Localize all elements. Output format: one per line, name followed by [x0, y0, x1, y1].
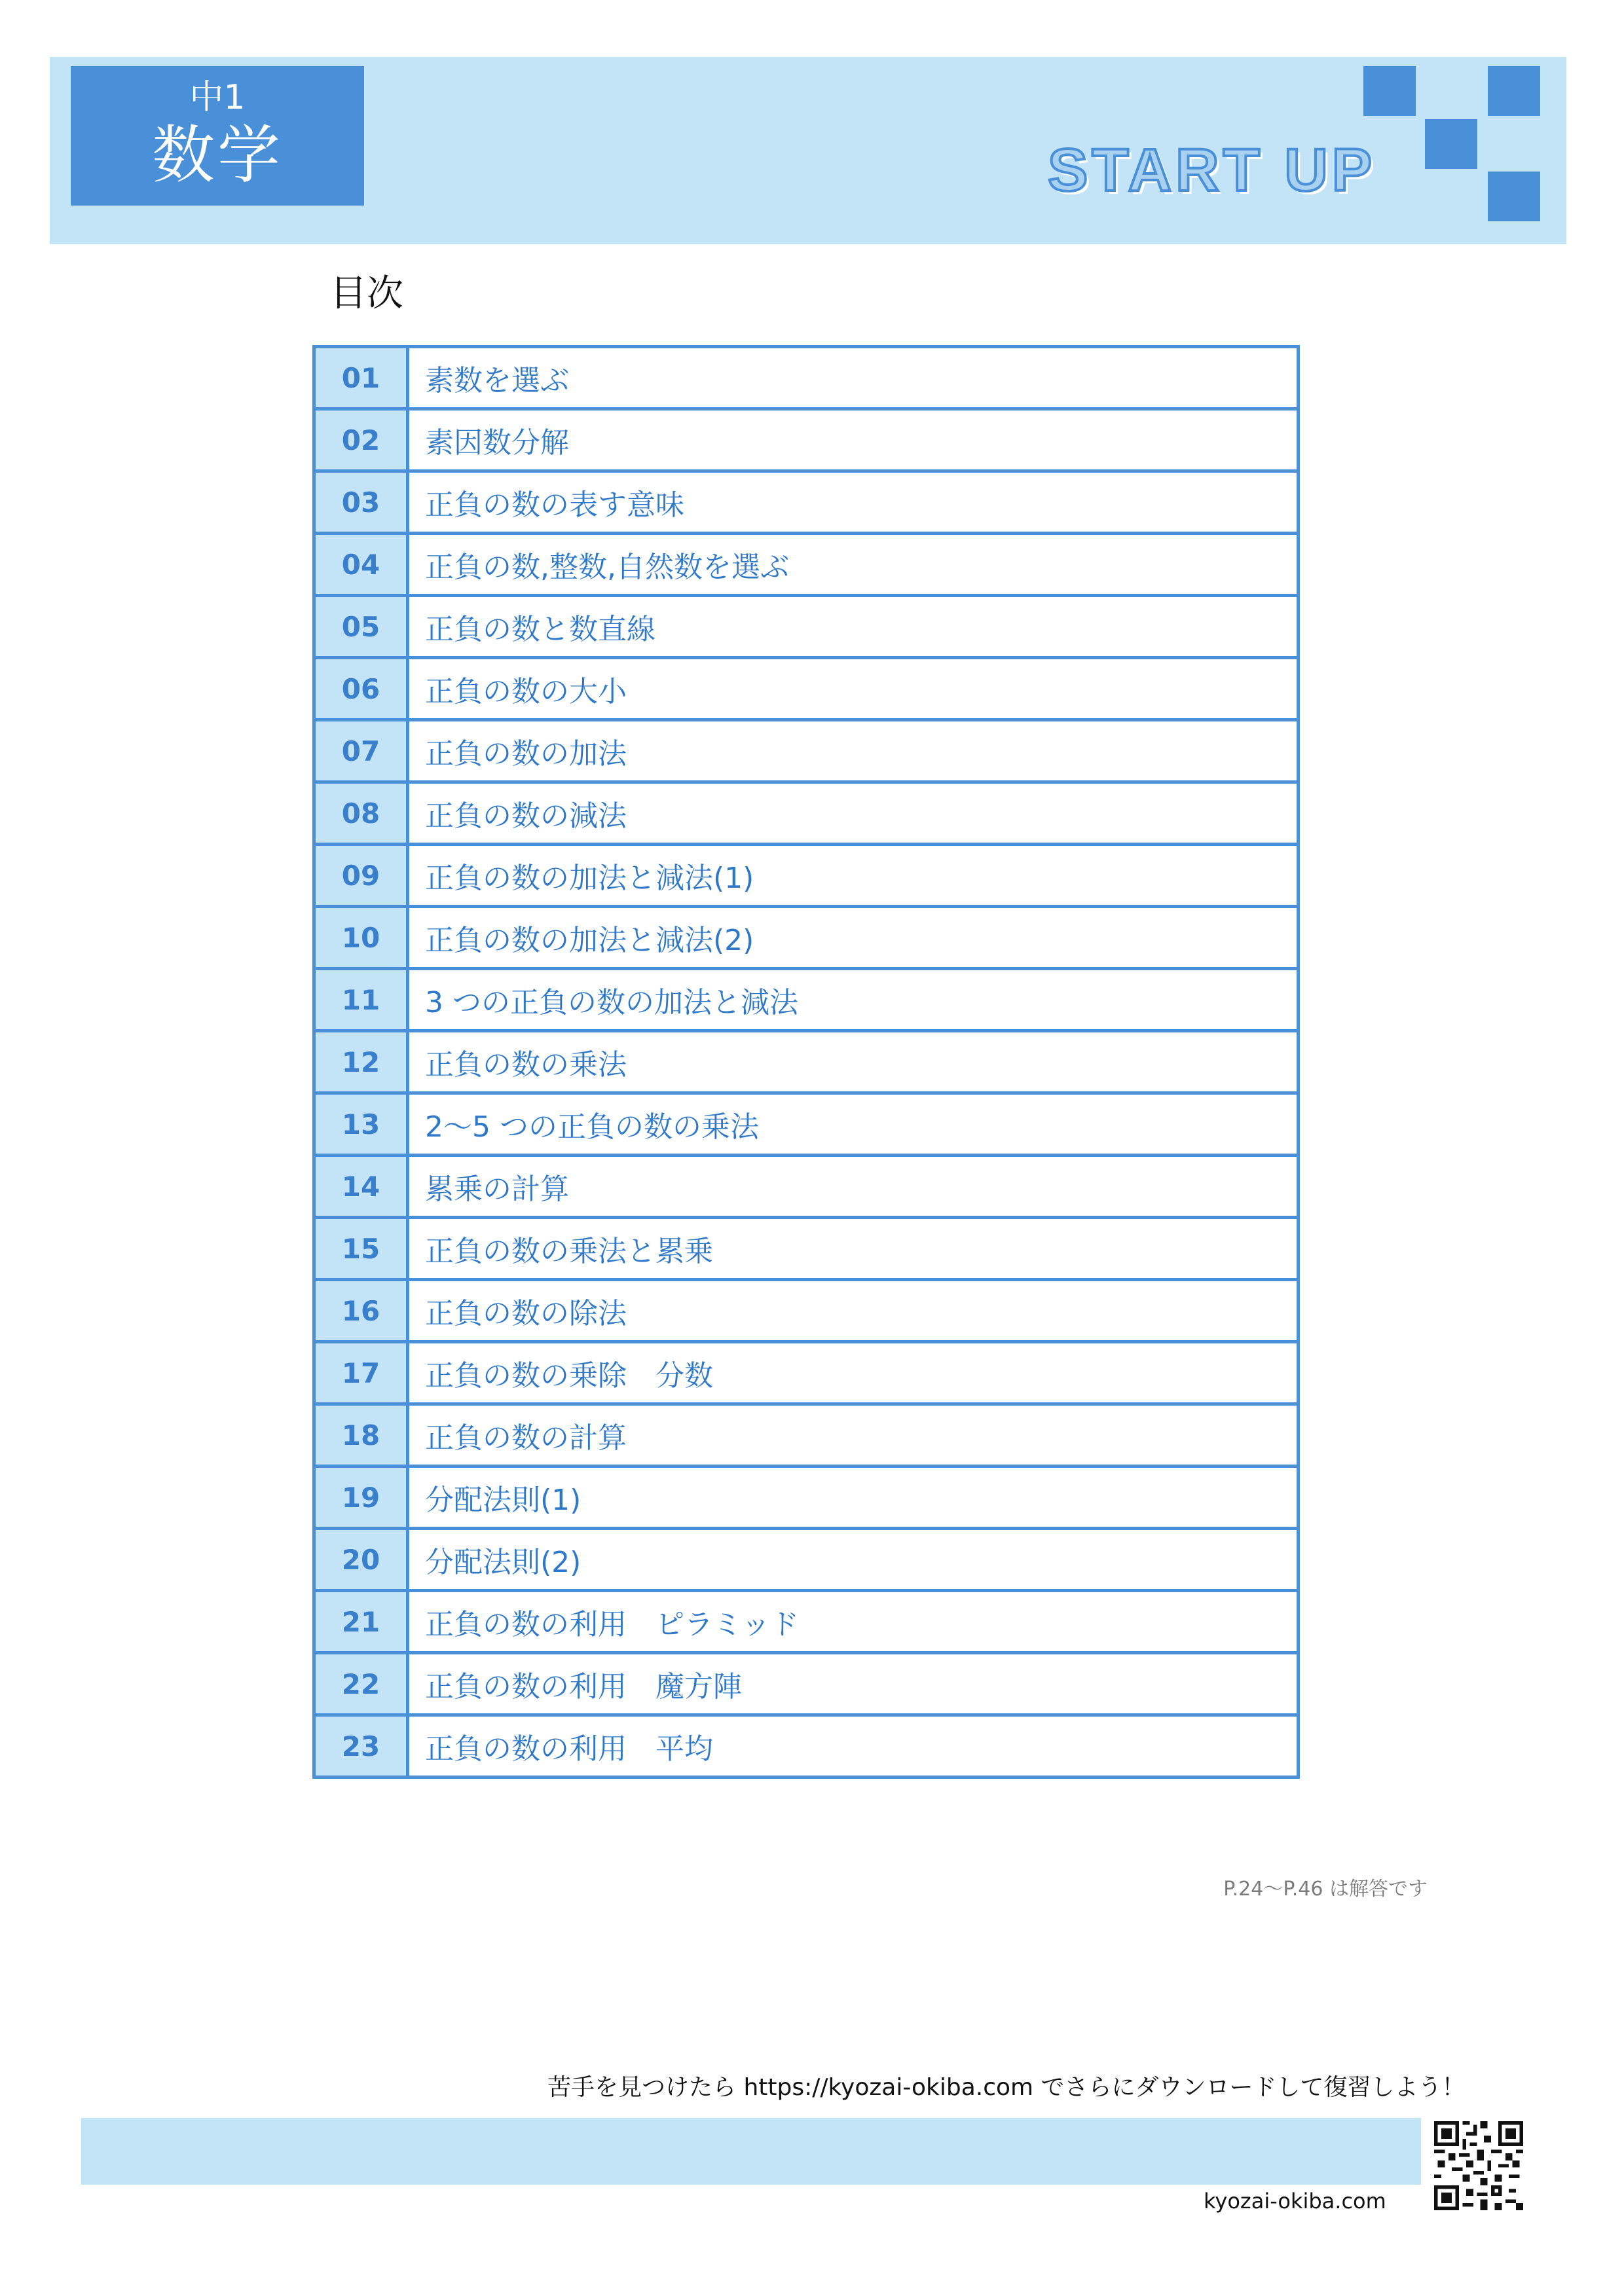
- toc-row[interactable]: [314, 1031, 1299, 1093]
- toc-row[interactable]: [314, 471, 1299, 534]
- toc-number: 22: [314, 1653, 408, 1715]
- toc-title[interactable]: 3 つの正負の数の加法と減法: [408, 969, 1299, 1031]
- toc-title[interactable]: 素因数分解: [408, 409, 1299, 471]
- toc-number: 15: [314, 1218, 408, 1280]
- toc-row[interactable]: [314, 969, 1299, 1031]
- toc-title[interactable]: 正負の数の乗法: [408, 1031, 1299, 1093]
- toc-number: 05: [314, 596, 408, 658]
- toc-row[interactable]: [314, 1218, 1299, 1280]
- toc-row[interactable]: [314, 1653, 1299, 1715]
- toc-title[interactable]: 正負の数の乗除 分数: [408, 1342, 1299, 1404]
- toc-title[interactable]: 分配法則(1): [408, 1467, 1299, 1529]
- toc-number: 20: [314, 1529, 408, 1591]
- toc-row[interactable]: [314, 720, 1299, 782]
- footer-band: [81, 2118, 1421, 2185]
- series-title: START UP: [1048, 137, 1376, 204]
- subject-label: 数学: [152, 118, 283, 192]
- toc-number: 01: [314, 347, 408, 409]
- toc-number: 17: [314, 1342, 408, 1404]
- toc-row[interactable]: [314, 1529, 1299, 1591]
- decorative-square: [1488, 66, 1540, 116]
- toc-number: 18: [314, 1404, 408, 1467]
- toc-title[interactable]: 累乗の計算: [408, 1156, 1299, 1218]
- answer-note: P.24～P.46 は解答です: [1223, 1878, 1428, 1901]
- toc-heading: 目次: [330, 272, 403, 315]
- toc-title[interactable]: 正負の数の利用 魔方陣: [408, 1653, 1299, 1715]
- toc-number: 07: [314, 720, 408, 782]
- toc-title[interactable]: 正負の数の利用 平均: [408, 1715, 1299, 1777]
- toc-number: 03: [314, 471, 408, 534]
- qr-code-icon[interactable]: [1434, 2121, 1523, 2210]
- toc-number: 23: [314, 1715, 408, 1777]
- subject-box: [71, 66, 364, 206]
- toc-title[interactable]: 正負の数の加法と減法(1): [408, 845, 1299, 907]
- toc-row[interactable]: [314, 1467, 1299, 1529]
- toc-title[interactable]: 正負の数の加法と減法(2): [408, 907, 1299, 969]
- toc-title[interactable]: 正負の数,整数,自然数を選ぶ: [408, 534, 1299, 596]
- toc-row[interactable]: [314, 1591, 1299, 1653]
- decorative-square: [1488, 172, 1540, 221]
- toc-number: 06: [314, 658, 408, 720]
- toc-row[interactable]: [314, 1404, 1299, 1467]
- toc-number: 10: [314, 907, 408, 969]
- toc-number: 02: [314, 409, 408, 471]
- toc-title[interactable]: 素数を選ぶ: [408, 347, 1299, 409]
- toc-number: 08: [314, 782, 408, 845]
- toc-table: [312, 345, 1300, 1779]
- toc-row[interactable]: [314, 658, 1299, 720]
- toc-number: 11: [314, 969, 408, 1031]
- decorative-square: [1363, 66, 1416, 116]
- toc-row[interactable]: [314, 347, 1299, 409]
- toc-title[interactable]: 正負の数の乗法と累乗: [408, 1218, 1299, 1280]
- toc-row[interactable]: [314, 845, 1299, 907]
- toc-row[interactable]: [314, 1715, 1299, 1777]
- toc-title[interactable]: 分配法則(2): [408, 1529, 1299, 1591]
- toc-row[interactable]: [314, 1342, 1299, 1404]
- toc-number: 19: [314, 1467, 408, 1529]
- toc-number: 13: [314, 1093, 408, 1156]
- toc-row[interactable]: [314, 1280, 1299, 1342]
- footer-message[interactable]: 苦手を見つけたら https://kyozai-okiba.com でさらにダウンロードして復習しよう！: [547, 2074, 1466, 2101]
- toc-title[interactable]: 正負の数の除法: [408, 1280, 1299, 1342]
- toc-number: 09: [314, 845, 408, 907]
- toc-row[interactable]: [314, 907, 1299, 969]
- toc-title[interactable]: 正負の数の大小: [408, 658, 1299, 720]
- toc-row[interactable]: [314, 1156, 1299, 1218]
- toc-title[interactable]: 正負の数の加法: [408, 720, 1299, 782]
- toc-row[interactable]: [314, 409, 1299, 471]
- toc-row[interactable]: [314, 782, 1299, 845]
- toc-number: 21: [314, 1591, 408, 1653]
- toc-number: 14: [314, 1156, 408, 1218]
- toc-row[interactable]: [314, 534, 1299, 596]
- toc-number: 16: [314, 1280, 408, 1342]
- toc-title[interactable]: 正負の数と数直線: [408, 596, 1299, 658]
- toc-title[interactable]: 正負の数の減法: [408, 782, 1299, 845]
- grade-label: 中1: [189, 78, 246, 117]
- toc-title[interactable]: 正負の数の計算: [408, 1404, 1299, 1467]
- toc-row[interactable]: [314, 1093, 1299, 1156]
- toc-number: 04: [314, 534, 408, 596]
- toc-title[interactable]: 2～5 つの正負の数の乗法: [408, 1093, 1299, 1156]
- toc-title[interactable]: 正負の数の表す意味: [408, 471, 1299, 534]
- footer-site[interactable]: kyozai-okiba.com: [1204, 2189, 1386, 2214]
- decorative-square: [1425, 119, 1477, 169]
- toc-title[interactable]: 正負の数の利用 ピラミッド: [408, 1591, 1299, 1653]
- toc-row[interactable]: [314, 596, 1299, 658]
- toc-number: 12: [314, 1031, 408, 1093]
